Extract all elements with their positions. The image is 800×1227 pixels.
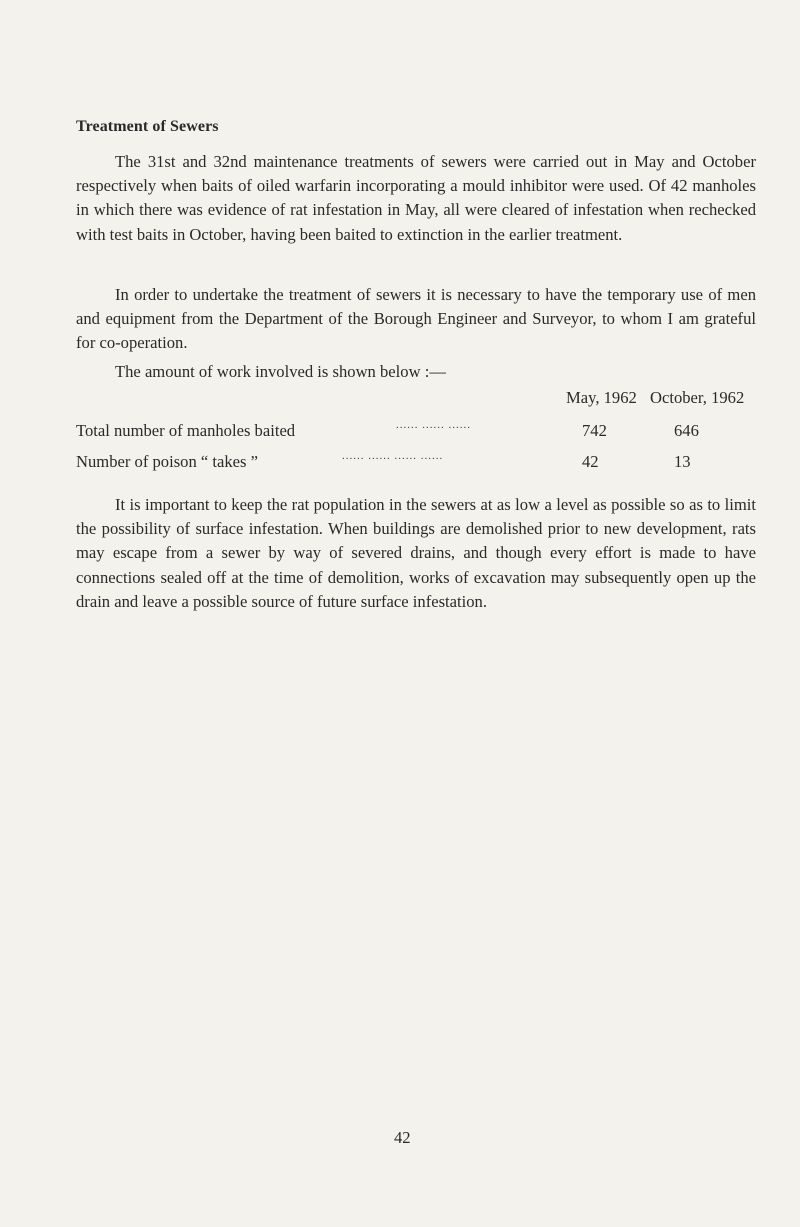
table-row <box>76 421 756 445</box>
leader-dots: ...... ...... ...... <box>396 419 471 431</box>
table-header-may: May, 1962 <box>566 388 637 407</box>
paragraph-maintenance-treatments: The 31st and 32nd maintenance treatments of sewers were carried out in May and October respectively when baits of oiled warfarin incorporating a mould inhibitor were used. Of 42 manholes in which there was evidence of rat infestation in May, all were cleared of infestation when rechecked with test baits in October, having been baited to extinction in the earlier treatment. <box>76 152 756 244</box>
row-value-october: 646 <box>674 421 699 440</box>
section-heading: Treatment of Sewers <box>76 118 219 135</box>
paragraph-rat-population: It is important to keep the rat population in the sewers at as low a level as possible so as to limit the possibility of surface infestation. When buildings are demolished prior to new development, rats may escape from a sewer by way of severed drains, and though every effort is made to have connections sealed off at the time of demolition, works of excavation may subsequently open up the drain and leave a possible source of future surface infestation. <box>76 495 756 611</box>
row-value-may: 42 <box>582 452 599 471</box>
paragraph-equipment: In order to undertake the treatment of sewers it is necessary to have the temporary use of men and equipment from the Department of the Borough Engineer and Surveyor, to whom I am grateful for co-operation. <box>76 285 756 353</box>
leader-dots: ...... ...... ...... ...... <box>342 450 444 462</box>
row-label: Total number of manholes baited <box>76 421 296 440</box>
paragraph-work-intro: The amount of work involved is shown below :— <box>115 362 446 381</box>
page-number: 42 <box>394 1128 411 1147</box>
row-value-may: 742 <box>582 421 607 440</box>
row-label: Number of poison “ takes ” <box>76 452 259 471</box>
table-row <box>76 452 756 476</box>
table-header-october: October, 1962 <box>650 388 745 407</box>
row-value-october: 13 <box>674 452 691 471</box>
